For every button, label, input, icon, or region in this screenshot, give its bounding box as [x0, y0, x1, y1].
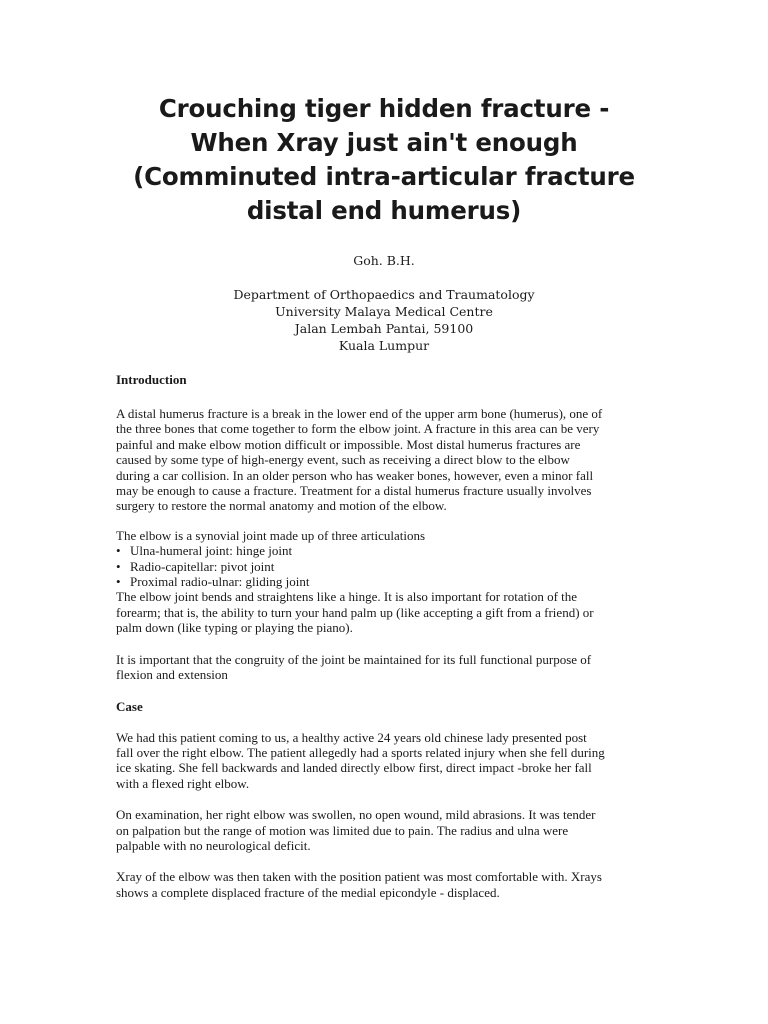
case-paragraph-3 — [116, 869, 656, 900]
text-line: shows a complete displaced fracture of the medial epicondyle - displaced. — [116, 884, 500, 900]
text-line: flexion and extension — [116, 667, 228, 683]
text-line: The elbow is a synovial joint made up of three articulations — [116, 527, 426, 543]
text-line: the three bones that come together to form the elbow joint. A fracture in this area can be very — [116, 421, 600, 437]
bullet-item — [116, 574, 656, 589]
text-line: palpable with no neurological deficit. — [116, 837, 311, 853]
text-line: Xray of the elbow was then taken with the position patient was most comfortable with. Xrays — [116, 869, 602, 885]
affiliation-line: University Malaya Medical Centre — [275, 304, 493, 319]
text-line: forearm; that is, the ability to turn your hand palm up (like accepting a gift from a friend) or — [116, 604, 594, 620]
text-line: It is important that the congruity of the joint be maintained for its full functional purpose of — [116, 651, 592, 667]
text-line: ice skating. She fell backwards and landed directly elbow first, direct impact -broke her fall — [116, 760, 592, 776]
title-line: When Xray just ain't enough — [190, 128, 578, 157]
title-line: (Comminuted intra-articular fracture — [133, 162, 635, 191]
bullet-text: Radio-capitellar: pivot joint — [130, 558, 275, 574]
text-line: The elbow joint bends and straightens like a hinge. It is also important for rotation of the — [116, 589, 578, 605]
text-line: surgery to restore the normal anatomy and motion of the elbow. — [116, 498, 447, 514]
text-line: painful and make elbow motion difficult or impossible. Most distal humerus fractures are — [116, 436, 581, 452]
title-line: Crouching tiger hidden fracture - — [158, 94, 610, 123]
document-title — [116, 92, 652, 228]
text-line: on palpation but the range of motion was limited due to pain. The radius and ulna were — [116, 822, 569, 838]
text-line: We had this patient coming to us, a healthy active 24 years old chinese lady presented post — [116, 729, 587, 745]
text-line: palm down (like typing or playing the piano). — [116, 620, 353, 636]
case-paragraph-1 — [116, 730, 656, 792]
case-paragraph-2 — [116, 807, 656, 853]
affiliation-line: Jalan Lembah Pantai, 59100 — [294, 321, 474, 336]
text-line: caused by some type of high-energy event, such as receiving a direct blow to the elbow — [116, 452, 570, 468]
section-heading-introduction: Introduction — [116, 372, 187, 387]
intro-paragraph-3 — [116, 652, 656, 683]
text-line: with a flexed right elbow. — [116, 775, 250, 791]
text-line: may be enough to cause a fracture. Treatment for a distal humerus fracture usually involves — [116, 483, 592, 499]
author-name: Goh. B.H. — [353, 253, 415, 268]
bullet-icon: • — [116, 543, 121, 559]
text-line: during a car collision. In an older person who has weaker bones, however, even a minor fall — [116, 467, 594, 483]
bullet-text: Ulna-humeral joint: hinge joint — [130, 543, 293, 559]
section-heading-case: Case — [116, 698, 143, 714]
affiliation-block — [116, 286, 652, 354]
bullet-icon: • — [116, 574, 121, 590]
title-line: distal end humerus) — [246, 196, 522, 225]
text-line: On examination, her right elbow was swollen, no open wound, mild abrasions. It was tender — [116, 807, 596, 823]
bullet-item — [116, 559, 656, 574]
bullet-icon: • — [116, 558, 121, 574]
text-line: A distal humerus fracture is a break in the lower end of the upper arm bone (humerus), one of — [116, 406, 603, 421]
intro-paragraph-2 — [116, 528, 656, 636]
text-line: fall over the right elbow. The patient allegedly had a sports related injury when she fell during — [116, 744, 605, 760]
affiliation-line: Kuala Lumpur — [338, 338, 430, 353]
intro-paragraph-1 — [116, 406, 656, 514]
bullet-item — [116, 543, 656, 558]
bullet-text: Proximal radio-ulnar: gliding joint — [130, 574, 310, 590]
affiliation-line: Department of Orthopaedics and Traumatology — [233, 287, 535, 302]
